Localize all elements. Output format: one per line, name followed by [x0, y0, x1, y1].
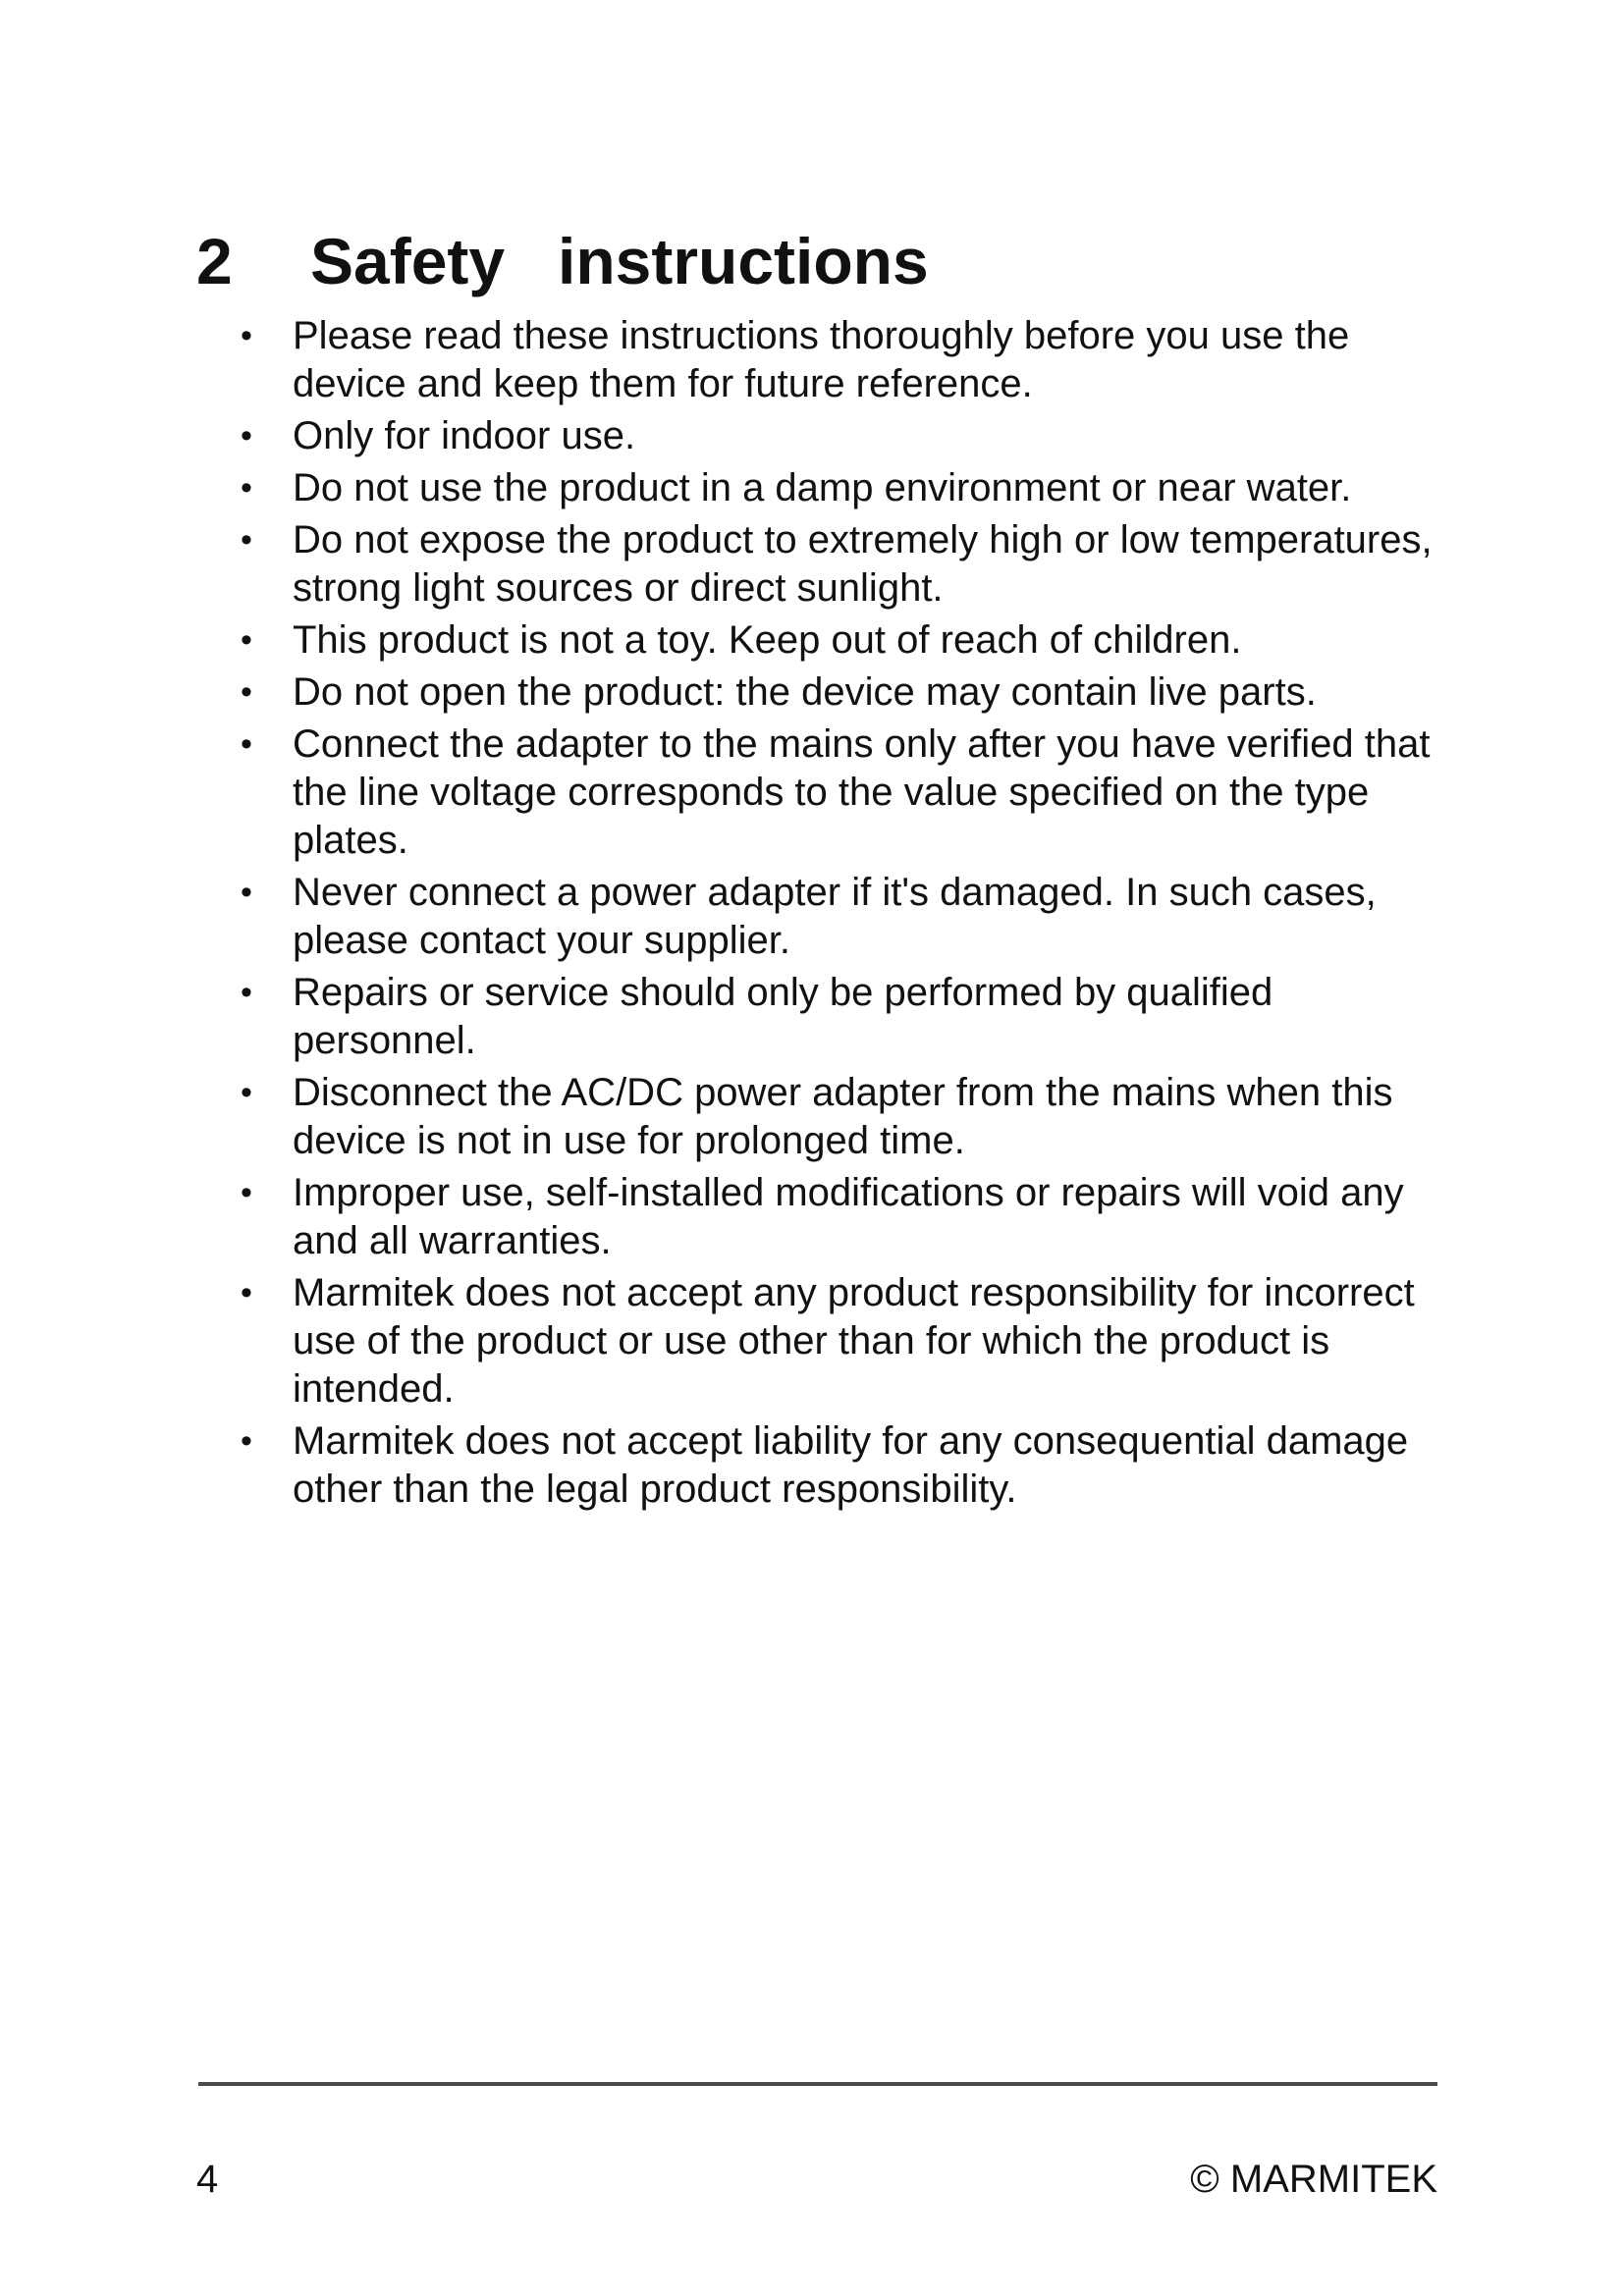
bullet-icon: • [241, 469, 252, 507]
bullet-icon: • [241, 874, 252, 911]
safety-instructions-list [196, 312, 1443, 1518]
section-title-word-1: Safety [310, 225, 506, 297]
list-item [196, 1417, 1443, 1514]
section-heading [196, 222, 929, 300]
list-item [196, 721, 1443, 865]
list-item [196, 516, 1443, 613]
bullet-icon: • [241, 621, 252, 659]
bullet-icon: • [241, 417, 252, 454]
bullet-icon: • [241, 974, 252, 1011]
list-item [196, 869, 1443, 965]
list-item-text: Repairs or service should only be performed by qualified personnel. [293, 971, 1273, 1062]
list-item-text: Connect the adapter to the mains only after you have verified that the line voltage corresponds to the value specified on the type plates. [293, 722, 1431, 862]
bullet-icon: • [241, 1174, 252, 1211]
list-item [196, 464, 1443, 512]
list-item-text: Do not use the product in a damp environment or near water. [293, 466, 1352, 509]
list-item [196, 616, 1443, 665]
list-item-text: Improper use, self-installed modifications or repairs will void any and all warranties. [293, 1171, 1404, 1262]
list-item-text: Marmitek does not accept any product responsibility for incorrect use of the product or use other than for which the product is intended. [293, 1271, 1415, 1411]
footer-divider [198, 2082, 1437, 2086]
bullet-icon: • [241, 1422, 252, 1460]
list-item [196, 312, 1443, 408]
list-item-text: Disconnect the AC/DC power adapter from the mains when this device is not in use for prolonged time. [293, 1071, 1393, 1162]
list-item-text: Never connect a power adapter if it's damaged. In such cases, please contact your supplier. [293, 871, 1377, 962]
list-item [196, 1269, 1443, 1414]
section-title-word-2: instructions [558, 225, 929, 297]
page-number: 4 [196, 2158, 219, 2201]
list-item [196, 668, 1443, 717]
bullet-icon: • [241, 1074, 252, 1111]
list-item [196, 412, 1443, 460]
bullet-icon: • [241, 1274, 252, 1311]
bullet-icon: • [241, 521, 252, 559]
section-number: 2 [196, 225, 233, 297]
list-item-text: This product is not a toy. Keep out of reach of children. [293, 618, 1242, 662]
list-item-text: Do not expose the product to extremely high or low temperatures, strong light sources or direct sunlight. [293, 518, 1433, 610]
list-item-text: Marmitek does not accept liability for any consequential damage other than the legal product responsibility. [293, 1419, 1409, 1511]
bullet-icon: • [241, 725, 252, 763]
list-item-text: Only for indoor use. [293, 414, 636, 457]
bullet-icon: • [241, 673, 252, 711]
list-item-text: Please read these instructions thoroughly before you use the device and keep them for future reference. [293, 314, 1350, 405]
bullet-icon: • [241, 317, 252, 354]
list-item [196, 1069, 1443, 1165]
list-item [196, 969, 1443, 1065]
list-item-text: Do not open the product: the device may contain live parts. [293, 670, 1317, 714]
list-item [196, 1169, 1443, 1265]
copyright-brand: © MARMITEK [1190, 2158, 1437, 2201]
